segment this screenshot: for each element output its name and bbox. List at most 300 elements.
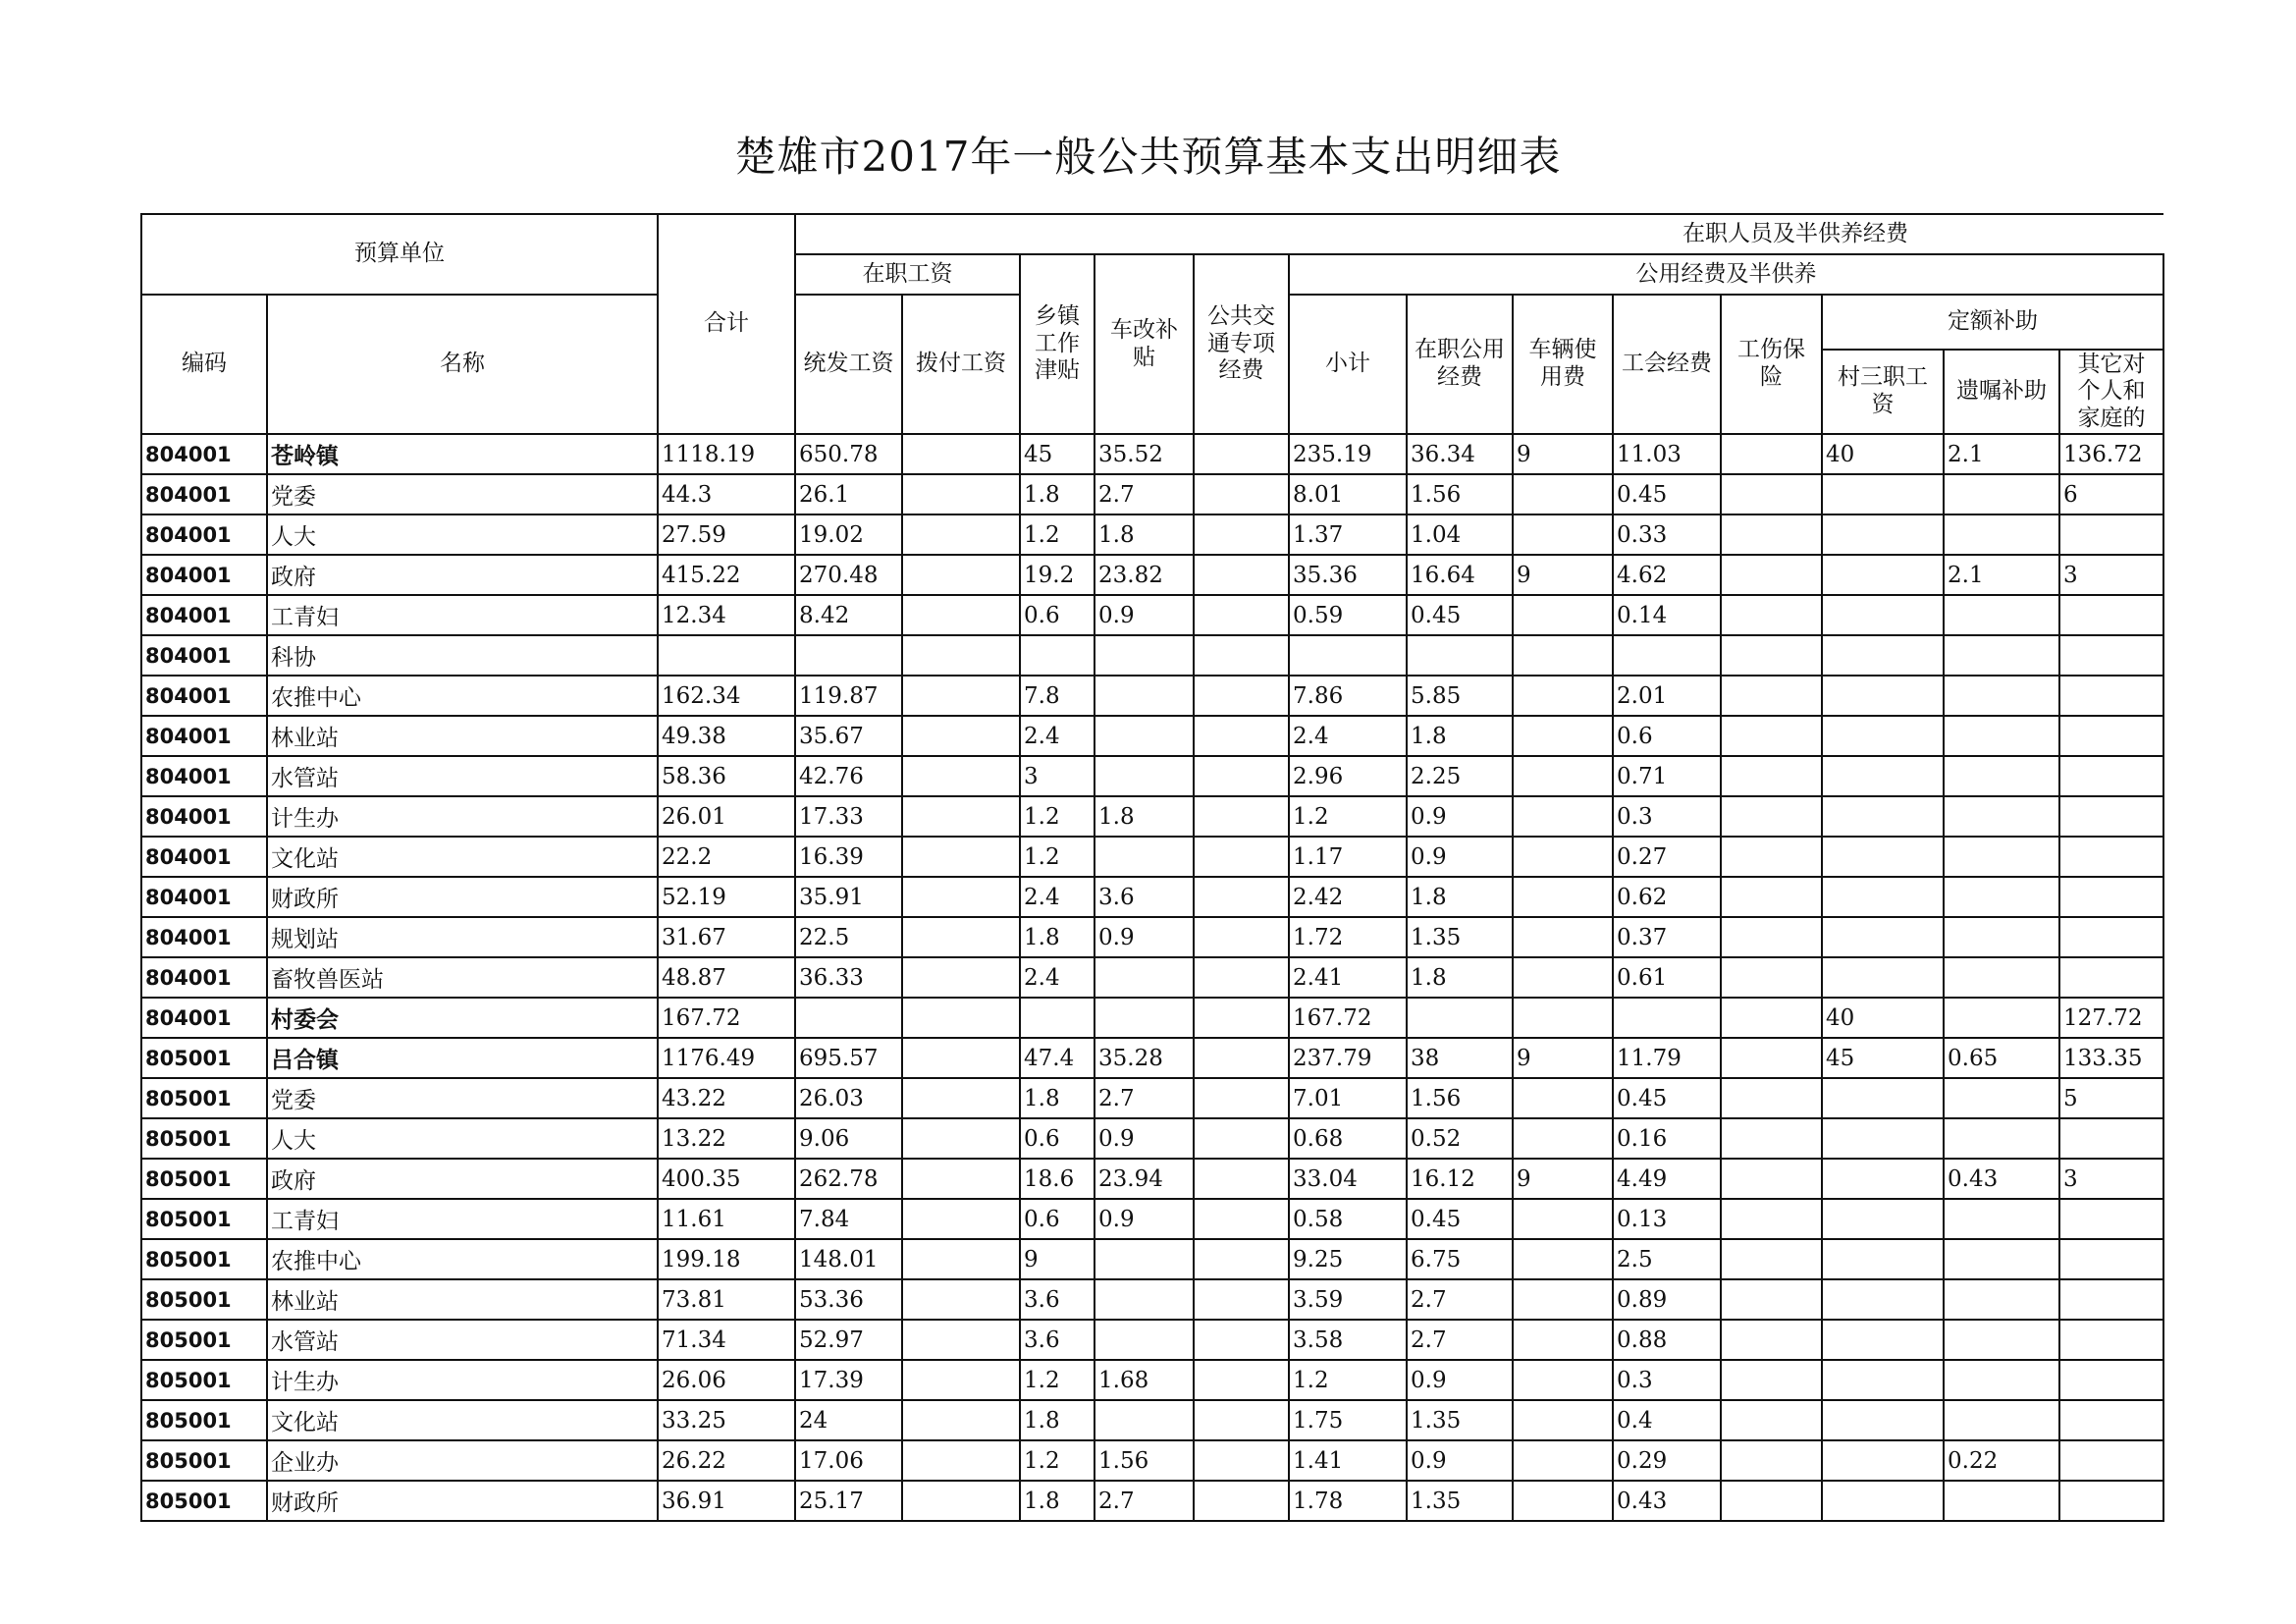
cell-vehicle-usage (1513, 635, 1613, 676)
cell-other-personal-family (2059, 1239, 2163, 1279)
cell-allocated-salary (902, 796, 1020, 837)
cell-public-transport-special (1194, 1118, 1289, 1159)
cell-code: 805001 (141, 1239, 267, 1279)
cell-public-transport-special (1194, 998, 1289, 1038)
cell-vehicle-usage (1513, 756, 1613, 796)
cell-vehicle-reform-subsidy: 0.9 (1095, 1118, 1194, 1159)
cell-subtotal: 8.01 (1289, 474, 1407, 514)
cell-union-fee: 0.45 (1613, 1078, 1721, 1118)
cell-township-allowance: 3 (1020, 756, 1095, 796)
cell-subtotal: 237.79 (1289, 1038, 1407, 1078)
cell-allocated-salary (902, 434, 1020, 474)
cell-other-personal-family: 3 (2059, 1159, 2163, 1199)
cell-township-allowance: 3.6 (1020, 1279, 1095, 1320)
cell-name: 农推中心 (267, 1239, 658, 1279)
cell-vehicle-usage (1513, 1440, 1613, 1481)
cell-vehicle-usage: 9 (1513, 434, 1613, 474)
cell-union-fee: 0.89 (1613, 1279, 1721, 1320)
cell-other-personal-family: 6 (2059, 474, 2163, 514)
cell-total: 44.3 (658, 474, 795, 514)
table-row (141, 1481, 2163, 1521)
cell-village-three-staff-salary (1822, 1481, 1944, 1521)
cell-total: 13.22 (658, 1118, 795, 1159)
cell-allocated-salary (902, 917, 1020, 957)
cell-staff-public-funds (1407, 998, 1513, 1038)
cell-township-allowance: 1.2 (1020, 1440, 1095, 1481)
cell-unified-salary: 22.5 (795, 917, 902, 957)
cell-injury-insurance (1721, 1320, 1822, 1360)
cell-total: 400.35 (658, 1159, 795, 1199)
cell-public-transport-special (1194, 1400, 1289, 1440)
cell-other-personal-family (2059, 837, 2163, 877)
cell-vehicle-usage (1513, 957, 1613, 998)
cell-staff-public-funds: 6.75 (1407, 1239, 1513, 1279)
cell-name: 水管站 (267, 1320, 658, 1360)
cell-other-personal-family (2059, 1320, 2163, 1360)
cell-subtotal: 35.36 (1289, 555, 1407, 595)
cell-unified-salary: 26.03 (795, 1078, 902, 1118)
cell-vehicle-reform-subsidy (1095, 837, 1194, 877)
cell-vehicle-reform-subsidy (1095, 1279, 1194, 1320)
cell-unified-salary: 17.06 (795, 1440, 902, 1481)
cell-allocated-salary (902, 716, 1020, 756)
cell-township-allowance (1020, 998, 1095, 1038)
cell-allocated-salary (902, 1360, 1020, 1400)
table-row (141, 998, 2163, 1038)
cell-township-allowance: 3.6 (1020, 1320, 1095, 1360)
cell-public-transport-special (1194, 595, 1289, 635)
header-injury-insurance: 工伤保 险 (1721, 295, 1822, 434)
cell-vehicle-reform-subsidy: 35.52 (1095, 434, 1194, 474)
cell-vehicle-usage (1513, 676, 1613, 716)
cell-unified-salary: 695.57 (795, 1038, 902, 1078)
cell-vehicle-usage (1513, 1118, 1613, 1159)
cell-injury-insurance (1721, 957, 1822, 998)
cell-staff-public-funds: 1.8 (1407, 877, 1513, 917)
cell-code: 804001 (141, 555, 267, 595)
cell-vehicle-reform-subsidy (1095, 716, 1194, 756)
table-row (141, 676, 2163, 716)
cell-staff-public-funds: 36.34 (1407, 434, 1513, 474)
cell-public-transport-special (1194, 1159, 1289, 1199)
cell-staff-public-funds: 1.35 (1407, 1400, 1513, 1440)
cell-union-fee: 0.61 (1613, 957, 1721, 998)
cell-vehicle-reform-subsidy (1095, 957, 1194, 998)
cell-code: 805001 (141, 1320, 267, 1360)
table-row (141, 1118, 2163, 1159)
cell-village-three-staff-salary (1822, 474, 1944, 514)
cell-survivor-subsidy (1944, 676, 2059, 716)
cell-survivor-subsidy (1944, 998, 2059, 1038)
cell-unified-salary: 148.01 (795, 1239, 902, 1279)
cell-total: 26.22 (658, 1440, 795, 1481)
cell-subtotal: 167.72 (1289, 998, 1407, 1038)
cell-staff-public-funds: 0.45 (1407, 1199, 1513, 1239)
cell-village-three-staff-salary (1822, 796, 1944, 837)
table-body (141, 434, 2163, 1521)
cell-survivor-subsidy (1944, 1199, 2059, 1239)
cell-other-personal-family (2059, 917, 2163, 957)
table-row (141, 1239, 2163, 1279)
cell-village-three-staff-salary (1822, 1118, 1944, 1159)
cell-vehicle-reform-subsidy: 0.9 (1095, 1199, 1194, 1239)
cell-subtotal: 1.2 (1289, 796, 1407, 837)
cell-name: 计生办 (267, 796, 658, 837)
cell-township-allowance: 2.4 (1020, 957, 1095, 998)
header-survivor-subsidy: 遗嘱补助 (1944, 350, 2059, 434)
cell-total: 167.72 (658, 998, 795, 1038)
cell-survivor-subsidy (1944, 756, 2059, 796)
cell-unified-salary: 119.87 (795, 676, 902, 716)
cell-union-fee: 0.6 (1613, 716, 1721, 756)
cell-union-fee: 0.37 (1613, 917, 1721, 957)
cell-union-fee: 0.3 (1613, 796, 1721, 837)
cell-village-three-staff-salary (1822, 555, 1944, 595)
cell-vehicle-reform-subsidy (1095, 676, 1194, 716)
cell-other-personal-family (2059, 957, 2163, 998)
cell-vehicle-usage (1513, 514, 1613, 555)
cell-injury-insurance (1721, 555, 1822, 595)
cell-subtotal (1289, 635, 1407, 676)
cell-survivor-subsidy (1944, 957, 2059, 998)
cell-injury-insurance (1721, 635, 1822, 676)
cell-allocated-salary (902, 1400, 1020, 1440)
cell-subtotal: 3.58 (1289, 1320, 1407, 1360)
cell-allocated-salary (902, 957, 1020, 998)
cell-village-three-staff-salary (1822, 957, 1944, 998)
cell-union-fee: 0.43 (1613, 1481, 1721, 1521)
cell-unified-salary: 7.84 (795, 1199, 902, 1239)
cell-township-allowance: 9 (1020, 1239, 1095, 1279)
cell-injury-insurance (1721, 676, 1822, 716)
cell-staff-public-funds: 38 (1407, 1038, 1513, 1078)
cell-union-fee: 0.4 (1613, 1400, 1721, 1440)
cell-allocated-salary (902, 555, 1020, 595)
cell-total (658, 635, 795, 676)
cell-vehicle-usage (1513, 796, 1613, 837)
cell-other-personal-family: 133.35 (2059, 1038, 2163, 1078)
header-public-funds-and-half-support: 公用经费及半供养 (1289, 254, 2163, 295)
cell-vehicle-usage: 9 (1513, 1038, 1613, 1078)
cell-vehicle-reform-subsidy: 1.8 (1095, 796, 1194, 837)
cell-injury-insurance (1721, 595, 1822, 635)
cell-village-three-staff-salary (1822, 1360, 1944, 1400)
cell-union-fee: 0.27 (1613, 837, 1721, 877)
cell-name: 财政所 (267, 1481, 658, 1521)
cell-name: 工青妇 (267, 1199, 658, 1239)
cell-total: 36.91 (658, 1481, 795, 1521)
cell-survivor-subsidy (1944, 1400, 2059, 1440)
cell-staff-public-funds: 1.56 (1407, 1078, 1513, 1118)
cell-village-three-staff-salary (1822, 635, 1944, 676)
table-row (141, 514, 2163, 555)
cell-name: 人大 (267, 1118, 658, 1159)
cell-unified-salary: 53.36 (795, 1279, 902, 1320)
cell-subtotal: 1.75 (1289, 1400, 1407, 1440)
cell-name: 畜牧兽医站 (267, 957, 658, 998)
cell-name: 农推中心 (267, 676, 658, 716)
cell-village-three-staff-salary (1822, 1400, 1944, 1440)
cell-survivor-subsidy (1944, 917, 2059, 957)
table-row (141, 1199, 2163, 1239)
cell-vehicle-reform-subsidy (1095, 1239, 1194, 1279)
cell-staff-public-funds: 1.56 (1407, 474, 1513, 514)
table-row (141, 1159, 2163, 1199)
cell-staff-public-funds: 0.9 (1407, 837, 1513, 877)
cell-name: 林业站 (267, 1279, 658, 1320)
budget-expenditure-table (140, 213, 2164, 1522)
cell-staff-public-funds (1407, 635, 1513, 676)
cell-other-personal-family (2059, 877, 2163, 917)
header-staff-salary: 在职工资 (795, 254, 1020, 295)
cell-injury-insurance (1721, 514, 1822, 555)
cell-staff-public-funds: 0.52 (1407, 1118, 1513, 1159)
cell-other-personal-family (2059, 1440, 2163, 1481)
cell-village-three-staff-salary (1822, 716, 1944, 756)
cell-union-fee: 0.62 (1613, 877, 1721, 917)
cell-village-three-staff-salary (1822, 837, 1944, 877)
cell-name: 林业站 (267, 716, 658, 756)
cell-other-personal-family (2059, 716, 2163, 756)
cell-total: 52.19 (658, 877, 795, 917)
cell-survivor-subsidy (1944, 796, 2059, 837)
table-row (141, 837, 2163, 877)
cell-village-three-staff-salary (1822, 595, 1944, 635)
cell-village-three-staff-salary (1822, 756, 1944, 796)
cell-code: 804001 (141, 434, 267, 474)
cell-survivor-subsidy (1944, 1279, 2059, 1320)
table-row (141, 1320, 2163, 1360)
cell-other-personal-family (2059, 1199, 2163, 1239)
cell-survivor-subsidy: 2.1 (1944, 555, 2059, 595)
cell-township-allowance: 47.4 (1020, 1038, 1095, 1078)
cell-code: 805001 (141, 1440, 267, 1481)
cell-code: 805001 (141, 1118, 267, 1159)
header-village-three-staff-salary: 村三职工 资 (1822, 350, 1944, 434)
cell-public-transport-special (1194, 877, 1289, 917)
cell-staff-public-funds: 2.7 (1407, 1279, 1513, 1320)
table-row (141, 595, 2163, 635)
cell-subtotal: 7.01 (1289, 1078, 1407, 1118)
cell-vehicle-usage (1513, 474, 1613, 514)
header-vehicle-reform-subsidy: 车改补 贴 (1095, 254, 1194, 434)
cell-public-transport-special (1194, 716, 1289, 756)
cell-unified-salary: 262.78 (795, 1159, 902, 1199)
cell-union-fee: 0.29 (1613, 1440, 1721, 1481)
cell-unified-salary: 42.76 (795, 756, 902, 796)
cell-public-transport-special (1194, 1320, 1289, 1360)
cell-survivor-subsidy (1944, 514, 2059, 555)
cell-total: 1118.19 (658, 434, 795, 474)
cell-code: 804001 (141, 796, 267, 837)
cell-union-fee: 0.3 (1613, 1360, 1721, 1400)
header-staff-and-half-support: 在职人员及半供养经费 (795, 214, 2163, 254)
cell-public-transport-special (1194, 1360, 1289, 1400)
cell-township-allowance: 1.2 (1020, 796, 1095, 837)
cell-township-allowance: 0.6 (1020, 1199, 1095, 1239)
cell-village-three-staff-salary (1822, 514, 1944, 555)
cell-staff-public-funds: 0.9 (1407, 1360, 1513, 1400)
cell-vehicle-reform-subsidy: 23.94 (1095, 1159, 1194, 1199)
cell-union-fee: 2.01 (1613, 676, 1721, 716)
cell-survivor-subsidy (1944, 1078, 2059, 1118)
cell-code: 804001 (141, 635, 267, 676)
cell-code: 804001 (141, 716, 267, 756)
cell-allocated-salary (902, 756, 1020, 796)
cell-unified-salary: 35.91 (795, 877, 902, 917)
cell-name: 计生办 (267, 1360, 658, 1400)
cell-village-three-staff-salary (1822, 1078, 1944, 1118)
cell-other-personal-family (2059, 1118, 2163, 1159)
cell-village-three-staff-salary (1822, 1199, 1944, 1239)
cell-township-allowance: 1.2 (1020, 837, 1095, 877)
cell-survivor-subsidy (1944, 716, 2059, 756)
cell-name: 党委 (267, 474, 658, 514)
cell-staff-public-funds: 1.8 (1407, 957, 1513, 998)
cell-township-allowance (1020, 635, 1095, 676)
cell-public-transport-special (1194, 957, 1289, 998)
cell-total: 12.34 (658, 595, 795, 635)
cell-survivor-subsidy (1944, 1118, 2059, 1159)
cell-name: 村委会 (267, 998, 658, 1038)
cell-union-fee: 0.88 (1613, 1320, 1721, 1360)
cell-total: 11.61 (658, 1199, 795, 1239)
cell-township-allowance: 0.6 (1020, 595, 1095, 635)
cell-public-transport-special (1194, 837, 1289, 877)
cell-vehicle-reform-subsidy: 1.8 (1095, 514, 1194, 555)
cell-village-three-staff-salary (1822, 917, 1944, 957)
header-union-fee: 工会经费 (1613, 295, 1721, 434)
cell-vehicle-usage (1513, 1360, 1613, 1400)
cell-staff-public-funds: 1.04 (1407, 514, 1513, 555)
cell-township-allowance: 2.4 (1020, 877, 1095, 917)
cell-name: 规划站 (267, 917, 658, 957)
cell-unified-salary: 26.1 (795, 474, 902, 514)
cell-union-fee: 0.14 (1613, 595, 1721, 635)
cell-subtotal: 1.41 (1289, 1440, 1407, 1481)
cell-survivor-subsidy (1944, 1481, 2059, 1521)
cell-subtotal: 2.96 (1289, 756, 1407, 796)
cell-total: 31.67 (658, 917, 795, 957)
cell-allocated-salary (902, 1199, 1020, 1239)
cell-name: 苍岭镇 (267, 434, 658, 474)
cell-survivor-subsidy (1944, 635, 2059, 676)
cell-unified-salary: 9.06 (795, 1118, 902, 1159)
cell-allocated-salary (902, 474, 1020, 514)
cell-public-transport-special (1194, 555, 1289, 595)
cell-allocated-salary (902, 837, 1020, 877)
cell-public-transport-special (1194, 1038, 1289, 1078)
cell-vehicle-usage (1513, 1320, 1613, 1360)
cell-staff-public-funds: 0.9 (1407, 796, 1513, 837)
cell-unified-salary: 270.48 (795, 555, 902, 595)
cell-total: 71.34 (658, 1320, 795, 1360)
cell-injury-insurance (1721, 1239, 1822, 1279)
cell-vehicle-usage (1513, 1078, 1613, 1118)
cell-public-transport-special (1194, 1440, 1289, 1481)
cell-public-transport-special (1194, 917, 1289, 957)
cell-union-fee: 11.03 (1613, 434, 1721, 474)
cell-injury-insurance (1721, 1440, 1822, 1481)
cell-township-allowance: 7.8 (1020, 676, 1095, 716)
cell-code: 804001 (141, 756, 267, 796)
cell-injury-insurance (1721, 1279, 1822, 1320)
cell-vehicle-usage (1513, 1199, 1613, 1239)
cell-vehicle-usage (1513, 716, 1613, 756)
cell-subtotal: 0.59 (1289, 595, 1407, 635)
cell-total: 27.59 (658, 514, 795, 555)
cell-public-transport-special (1194, 676, 1289, 716)
cell-vehicle-reform-subsidy (1095, 1400, 1194, 1440)
cell-township-allowance: 1.8 (1020, 1400, 1095, 1440)
cell-name: 政府 (267, 1159, 658, 1199)
table-row (141, 1440, 2163, 1481)
cell-staff-public-funds: 1.35 (1407, 917, 1513, 957)
table-row (141, 1279, 2163, 1320)
cell-total: 1176.49 (658, 1038, 795, 1078)
header-code: 编码 (141, 295, 267, 434)
cell-injury-insurance (1721, 1360, 1822, 1400)
table-row (141, 957, 2163, 998)
cell-injury-insurance (1721, 837, 1822, 877)
cell-public-transport-special (1194, 1199, 1289, 1239)
cell-union-fee: 0.45 (1613, 474, 1721, 514)
cell-vehicle-reform-subsidy: 0.9 (1095, 595, 1194, 635)
cell-total: 33.25 (658, 1400, 795, 1440)
cell-vehicle-reform-subsidy (1095, 635, 1194, 676)
header-budget-unit: 预算单位 (141, 214, 658, 295)
cell-staff-public-funds: 0.9 (1407, 1440, 1513, 1481)
cell-other-personal-family (2059, 1279, 2163, 1320)
cell-injury-insurance (1721, 1199, 1822, 1239)
cell-staff-public-funds: 0.45 (1407, 595, 1513, 635)
cell-allocated-salary (902, 595, 1020, 635)
cell-subtotal: 2.4 (1289, 716, 1407, 756)
cell-allocated-salary (902, 1159, 1020, 1199)
cell-vehicle-reform-subsidy (1095, 1320, 1194, 1360)
cell-vehicle-reform-subsidy: 2.7 (1095, 1078, 1194, 1118)
cell-allocated-salary (902, 514, 1020, 555)
cell-name: 工青妇 (267, 595, 658, 635)
cell-vehicle-usage (1513, 837, 1613, 877)
cell-code: 805001 (141, 1360, 267, 1400)
cell-survivor-subsidy (1944, 1360, 2059, 1400)
cell-union-fee (1613, 635, 1721, 676)
cell-union-fee: 0.16 (1613, 1118, 1721, 1159)
cell-code: 804001 (141, 917, 267, 957)
cell-code: 805001 (141, 1159, 267, 1199)
cell-allocated-salary (902, 877, 1020, 917)
cell-township-allowance: 1.8 (1020, 1481, 1095, 1521)
cell-township-allowance: 1.8 (1020, 917, 1095, 957)
cell-injury-insurance (1721, 796, 1822, 837)
cell-subtotal: 2.42 (1289, 877, 1407, 917)
cell-unified-salary (795, 635, 902, 676)
cell-vehicle-usage: 9 (1513, 1159, 1613, 1199)
cell-code: 804001 (141, 998, 267, 1038)
cell-vehicle-usage: 9 (1513, 555, 1613, 595)
cell-subtotal: 235.19 (1289, 434, 1407, 474)
cell-allocated-salary (902, 1481, 1020, 1521)
cell-unified-salary: 16.39 (795, 837, 902, 877)
cell-union-fee: 2.5 (1613, 1239, 1721, 1279)
cell-other-personal-family (2059, 796, 2163, 837)
cell-allocated-salary (902, 998, 1020, 1038)
table-row (141, 434, 2163, 474)
cell-other-personal-family (2059, 1481, 2163, 1521)
cell-township-allowance: 1.8 (1020, 474, 1095, 514)
header-township-allowance: 乡镇 工作 津贴 (1020, 254, 1095, 434)
